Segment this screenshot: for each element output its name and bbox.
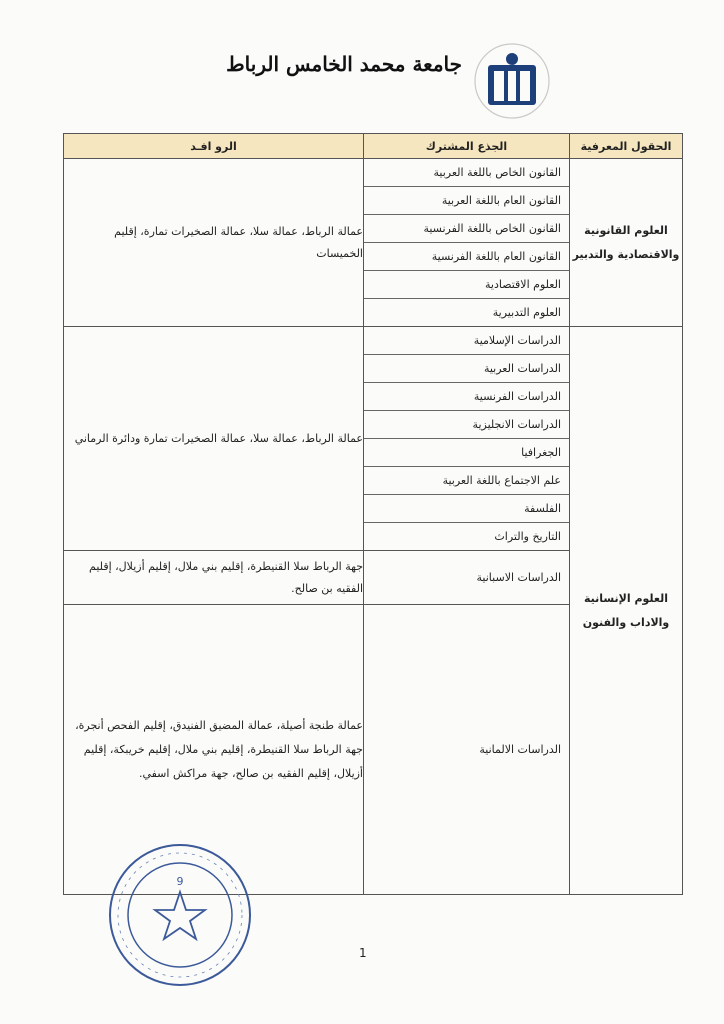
table-row [64,159,683,327]
feed-cell: عمالة الرباط، عمالة سلا، عمالة الصخيرات تمارة، إقليم الخميسات [64,159,364,327]
header-field: الحقول المعرفية [570,134,683,159]
core-item: الدراسات الفرنسية [364,383,569,411]
page-number: 1 [359,946,367,960]
core-item: الجغرافيا [364,439,569,467]
core-item: الدراسات الانجليزية [364,411,569,439]
core-item: العلوم التدبيرية [492,306,561,319]
core-item: القانون العام باللغة العربية [364,187,569,215]
stamp-number: 9 [176,875,184,888]
core-item: الدراسات الإسلامية [364,327,569,355]
core-item: القانون الخاص باللغة الفرنسية [364,215,569,243]
core-item: الفلسفة [364,495,569,523]
feed-cell: عمالة الرباط، عمالة سلا، عمالة الصخيرات تمارة ودائرة الرماني [64,327,364,551]
core-item: التاريخ والتراث [494,530,561,543]
core-item: العلوم الاقتصادية [364,271,569,299]
table-header-row [64,134,683,159]
header-core: الجذع المشترك [364,134,570,159]
core-item: علم الاجتماع باللغة العربية [364,467,569,495]
core-cell [364,605,570,895]
table-row [64,327,683,551]
field-humanities: العلوم الإنسانية والاداب والفنون [570,327,683,895]
university-logo-icon [472,41,552,121]
feed-cell: جهة الرباط سلا القنيطرة، إقليم بني ملال، إقليم أزيلال، إقليم الفقيه بن صالح. [64,551,364,605]
core-cell [364,159,570,327]
core-cell [364,327,570,551]
header-feed: الرو افـد [64,134,364,159]
feed-cell: عمالة طنجة أصيلة، عمالة المضيق الفنيدق، إقليم الفحص أنجرة، جهة الرباط سلا القنيطرة، إقليم بني ملال، إقليم خريبكة، إقليم أزيلال، إقليم الفقيه بن صالح، جهة مراكش اسفي. [64,605,364,895]
core-item: الدراسات الاسبانية [476,571,561,584]
core-item: الدراسات الالمانية [479,743,561,756]
core-item: القانون الخاص باللغة العربية [364,159,569,187]
core-cell [364,551,570,605]
core-item: الدراسات العربية [364,355,569,383]
majors-table [63,133,683,895]
core-item: القانون العام باللغة الفرنسية [364,243,569,271]
field-law-economics: العلوم القانونية والاقتصادية والتدبير [570,159,683,327]
official-stamp-star-icon [100,840,260,990]
university-name: جامعة محمد الخامس الرباط [226,52,462,76]
